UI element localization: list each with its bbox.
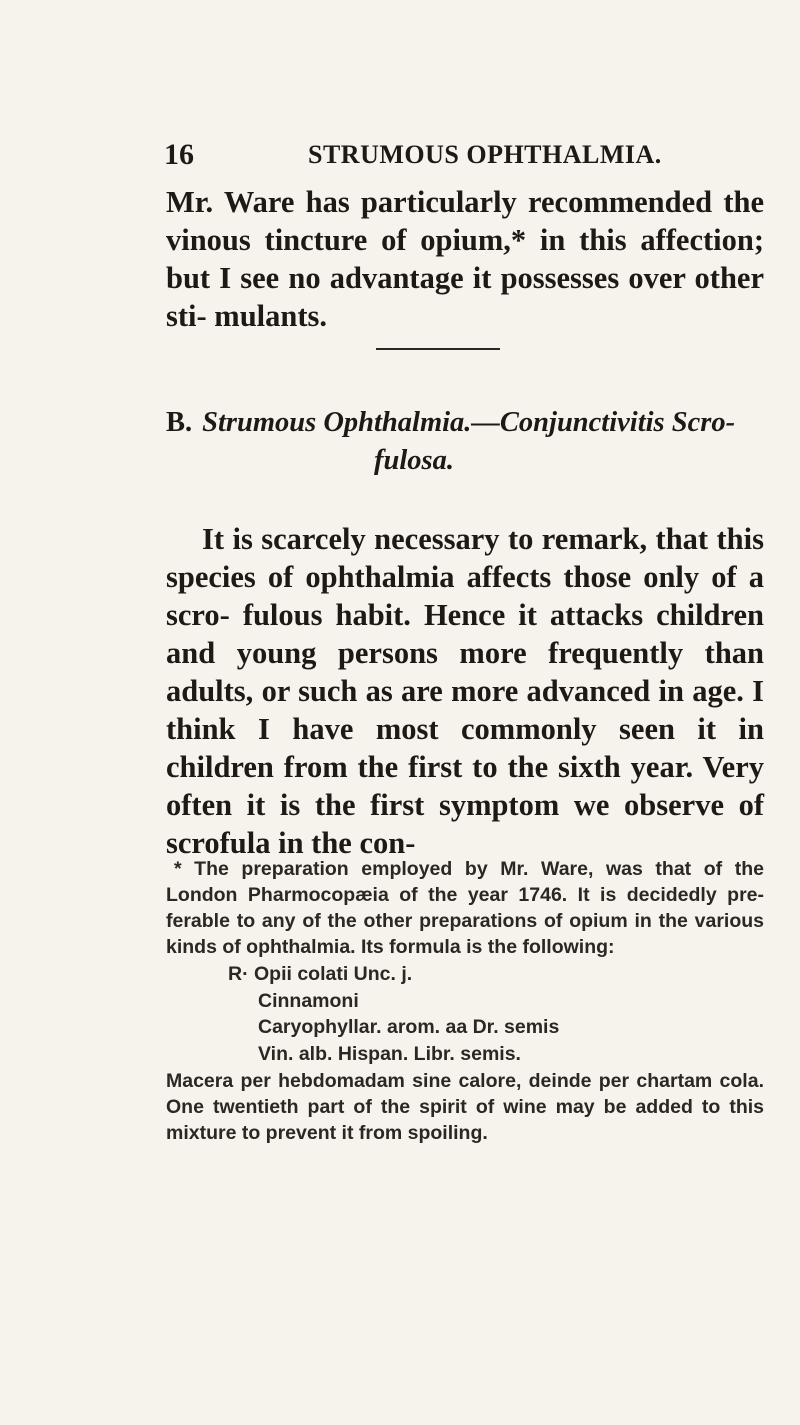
page-number: 16: [164, 138, 194, 171]
recipe-line: R· Opii colati Unc. j.: [228, 963, 413, 985]
section-divider: [376, 348, 500, 350]
section-heading: [166, 404, 764, 480]
running-title: STRUMOUS OPHTHALMIA.: [308, 140, 662, 169]
section-letter: B.: [166, 407, 193, 438]
recipe-line: Cinnamoni: [258, 989, 359, 1012]
recipe-line: Caryophyllar. arom. aa Dr. semis: [258, 1016, 560, 1038]
section-title-line1: Strumous Ophthalmia.—Conjunctivitis Scro-: [202, 407, 736, 438]
footnote-recipe: [228, 961, 559, 1067]
paragraph-ware-opium: Mr. Ware has particularly recommended the vinous tincture of opium,* in this affection; but I see no advantage it possesses over other sti- mulants.: [166, 185, 764, 333]
recipe-line: Vin. alb. Hispan. Libr. semis.: [258, 1042, 521, 1065]
paragraph-scrofulous-habit: It is scarcely necessary to remark, that this species of ophthalmia affects those only of a scro- fulous habit. Hence it attacks children and young persons more frequently than adults, or such as are more advanced in age. I think I have most commonly seen it in children from the first to the sixth year. Very often it is the first symptom we observe of scrofula in the con-: [166, 522, 764, 860]
section-title-line2: fulosa.: [374, 445, 454, 476]
footnote-intro: * The preparation employed by Mr. Ware, was that of the London Pharmocopæia of the year 1746. It is decidedly pre- ferable to any of the other preparations of opium in the various kinds of ophthalmia. Its formula is the following:: [166, 858, 764, 958]
footnote-closing: Macera per hebdomadam sine calore, deinde per chartam cola. One twentieth part of the spirit of wine may be added to this mixture to prevent it from spoiling.: [166, 1070, 764, 1144]
page-header: [164, 138, 764, 178]
